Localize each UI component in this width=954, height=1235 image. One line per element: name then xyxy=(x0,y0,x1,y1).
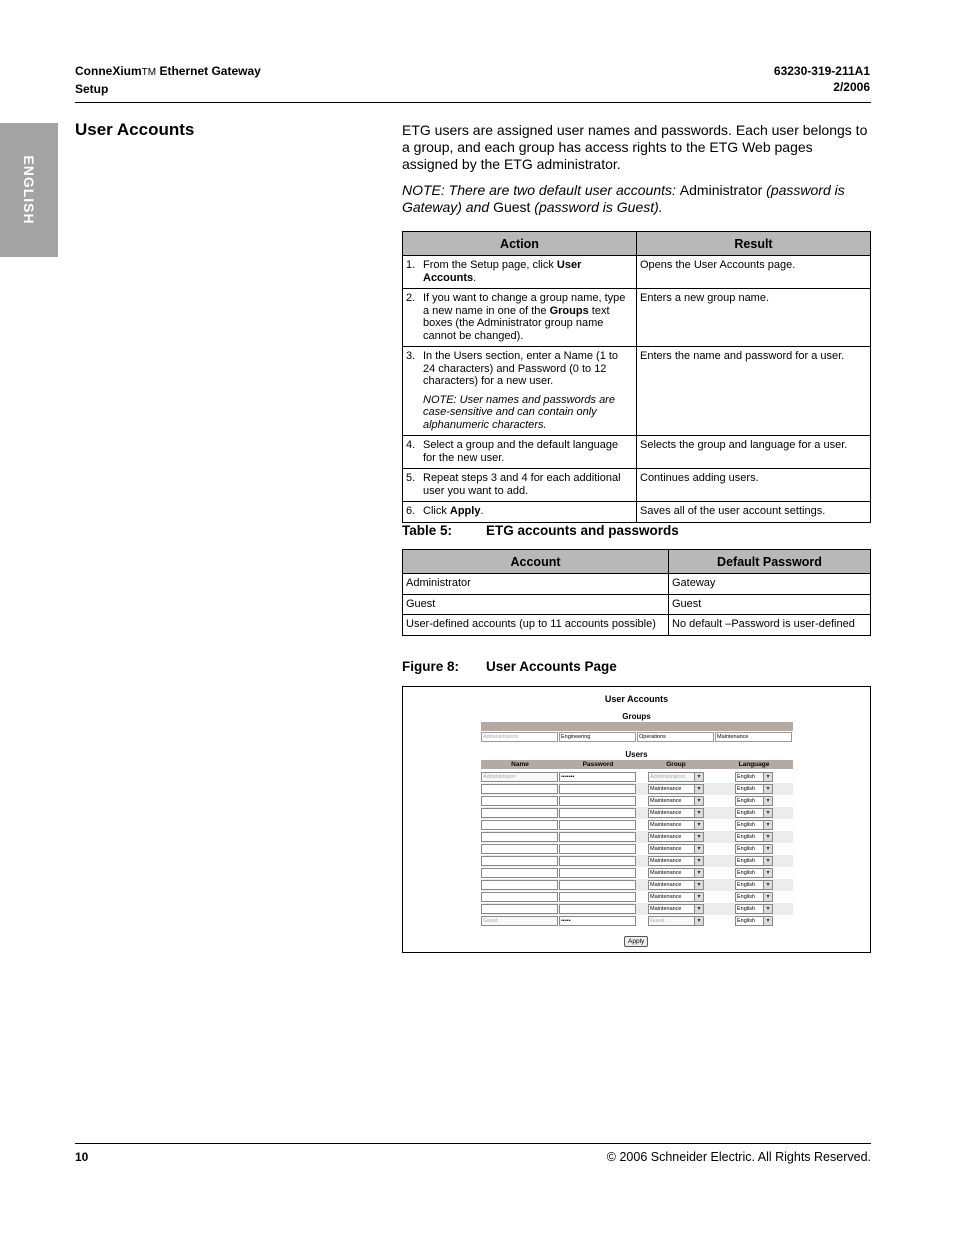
step-action-text xyxy=(423,472,633,497)
user-group-select[interactable]: Maintenance ▾ xyxy=(648,904,704,914)
groups-title: Groups xyxy=(622,712,651,721)
user-group-select[interactable]: Maintenance ▾ xyxy=(648,796,704,806)
user-language-select[interactable]: English ▾ xyxy=(735,880,773,890)
section-title: User Accounts xyxy=(75,120,195,139)
table5-label: Table 5: xyxy=(402,523,453,538)
user-group-select[interactable]: Maintenance ▾ xyxy=(648,880,704,890)
user-name-input[interactable] xyxy=(481,868,558,878)
user-password-input[interactable] xyxy=(559,784,636,794)
user-password-input[interactable] xyxy=(559,892,636,902)
user-row xyxy=(481,771,793,783)
user-language-select[interactable]: English ▾ xyxy=(735,856,773,866)
step-action-post: text boxes (the Administrator group name cannot be changed). xyxy=(423,304,610,342)
users-rows xyxy=(481,771,793,927)
step-action-text xyxy=(423,350,633,431)
step-action-bold: Groups xyxy=(549,304,589,317)
step-action-pre: From the Setup page, click xyxy=(423,259,557,271)
account-row xyxy=(403,594,871,615)
step-number: 2. xyxy=(406,292,416,304)
user-password-input[interactable]: ••••• xyxy=(559,916,636,926)
user-row xyxy=(481,867,793,879)
user-group-select: Guest ▾ xyxy=(648,916,704,926)
note-prefix: NOTE: There are two default user accounts: xyxy=(402,182,680,198)
step-action-bold: Apply xyxy=(449,505,481,517)
user-group-select[interactable]: Maintenance ▾ xyxy=(648,868,704,878)
step-action-pre: Click xyxy=(423,505,450,517)
groups-row xyxy=(481,732,793,742)
user-language-select[interactable]: English ▾ xyxy=(735,832,773,842)
step-action-cell xyxy=(403,289,637,347)
user-group-select[interactable]: Maintenance ▾ xyxy=(648,820,704,830)
account-row xyxy=(403,574,871,595)
accounts-table xyxy=(402,549,871,636)
user-group-select[interactable]: Maintenance ▾ xyxy=(648,856,704,866)
step-result-cell: Selects the group and language for a user. xyxy=(637,436,871,469)
step-row xyxy=(403,436,871,469)
user-row xyxy=(481,879,793,891)
user-row xyxy=(481,891,793,903)
figure-page-title: User Accounts xyxy=(604,694,669,704)
user-group-select[interactable]: Maintenance ▾ xyxy=(648,784,704,794)
table5-caption xyxy=(402,523,679,538)
step-row xyxy=(403,289,871,347)
group-field-maintenance[interactable]: Maintenance xyxy=(715,732,792,742)
user-name-input[interactable] xyxy=(481,808,558,818)
note-mid: (password is Gateway) and xyxy=(402,182,845,215)
step-action-note: NOTE: User names and passwords are case-sensitive and can contain only alphanumeric characters. xyxy=(423,393,615,431)
step-action-cell xyxy=(403,256,637,289)
side-tab-label: ENGLISH xyxy=(21,155,37,225)
user-row xyxy=(481,807,793,819)
user-row xyxy=(481,831,793,843)
users-col-language: Language xyxy=(738,761,770,768)
steps-header-action: Action xyxy=(403,232,637,256)
step-action-pre: Repeat steps 3 and 4 for each additional user you want to add. xyxy=(423,472,621,497)
step-row xyxy=(403,502,871,523)
doc-date: 2/2006 xyxy=(833,80,870,94)
step-action-text xyxy=(423,292,633,342)
step-action-pre: In the Users section, enter a Name (1 to 24 characters) and Password (0 to 12 characters) for a new user. xyxy=(423,350,619,387)
users-col-name: Name xyxy=(511,761,529,768)
header-right xyxy=(774,63,870,95)
steps-table xyxy=(402,231,871,523)
figure8-label: Figure 8: xyxy=(402,659,460,674)
user-name-input[interactable] xyxy=(481,892,558,902)
user-group-select[interactable]: Maintenance ▾ xyxy=(648,892,704,902)
note-acct1: Administrator xyxy=(679,182,763,198)
user-group-select: Administrators ▾ xyxy=(648,772,704,782)
user-password-input[interactable] xyxy=(559,856,636,866)
header-left xyxy=(75,63,261,97)
user-language-select[interactable]: English ▾ xyxy=(735,808,773,818)
user-row xyxy=(481,795,793,807)
copyright: © 2006 Schneider Electric. All Rights Reserved. xyxy=(606,1150,871,1164)
note-suffix: (password is Guest). xyxy=(530,199,663,215)
table5-title: ETG accounts and passwords xyxy=(486,523,679,538)
step-result-cell: Enters a new group name. xyxy=(637,289,871,347)
user-name-input[interactable] xyxy=(481,880,558,890)
user-name-input[interactable] xyxy=(481,844,558,854)
user-password-input[interactable] xyxy=(559,808,636,818)
user-password-input[interactable]: ••••••• xyxy=(559,772,636,782)
figure8-caption xyxy=(402,659,617,674)
account-password-cell: Guest xyxy=(669,594,871,615)
user-row xyxy=(481,855,793,867)
user-name-input[interactable] xyxy=(481,856,558,866)
step-action-bold: User Accounts xyxy=(423,259,582,284)
step-action-cell xyxy=(403,347,637,436)
step-action-text xyxy=(423,259,633,284)
doc-number: 63230-319-211A1 xyxy=(773,64,870,78)
user-name-input: Administrator xyxy=(481,772,558,782)
user-name-input: Guest xyxy=(481,916,558,926)
step-action-cell xyxy=(403,502,637,523)
account-password-cell: Gateway xyxy=(669,574,871,595)
product-name: ConneXium xyxy=(75,64,142,78)
user-password-input[interactable] xyxy=(559,844,636,854)
step-action-post: . xyxy=(473,271,477,284)
header-section: Setup xyxy=(75,82,109,96)
step-row xyxy=(403,347,871,436)
step-row xyxy=(403,469,871,502)
user-name-input[interactable] xyxy=(481,796,558,806)
user-row xyxy=(481,843,793,855)
user-language-select[interactable]: English ▾ xyxy=(735,904,773,914)
step-action-post: . xyxy=(480,505,484,517)
users-col-password: Password xyxy=(582,761,614,768)
header-rule xyxy=(75,102,871,103)
account-name-cell: User-defined accounts (up to 11 accounts possible) xyxy=(403,615,669,636)
account-row xyxy=(403,615,871,636)
note-acct2: Guest xyxy=(493,199,531,215)
group-field-administrators: Administrators xyxy=(481,732,558,742)
user-group-select[interactable]: Maintenance ▾ xyxy=(648,808,704,818)
step-number: 1. xyxy=(406,259,416,271)
step-number: 5. xyxy=(406,472,416,484)
user-language-select[interactable]: English ▾ xyxy=(735,796,773,806)
user-group-select[interactable]: Maintenance ▾ xyxy=(648,844,704,854)
user-row xyxy=(481,819,793,831)
user-password-input[interactable] xyxy=(559,880,636,890)
user-row xyxy=(481,903,793,915)
user-language-select[interactable]: English ▾ xyxy=(735,916,773,926)
user-password-input[interactable] xyxy=(559,820,636,830)
default-accounts-note xyxy=(402,182,872,216)
user-language-select[interactable]: English ▾ xyxy=(735,868,773,878)
group-field-operations[interactable]: Operations xyxy=(637,732,714,742)
user-name-input[interactable] xyxy=(481,820,558,830)
step-result-cell: Opens the User Accounts page. xyxy=(637,256,871,289)
step-row xyxy=(403,256,871,289)
user-name-input[interactable] xyxy=(481,784,558,794)
step-number: 6. xyxy=(406,505,416,517)
user-accounts-figure xyxy=(402,686,871,953)
apply-button[interactable]: Apply xyxy=(624,936,648,947)
user-row xyxy=(481,783,793,795)
user-password-input[interactable] xyxy=(559,796,636,806)
step-action-cell xyxy=(403,436,637,469)
language-side-tab xyxy=(0,123,58,257)
intro-paragraph: ETG users are assigned user names and passwords. Each user belongs to a group, and each group has access rights to the ETG Web pages assigned by the ETG administrator. xyxy=(402,122,868,172)
accounts-header-password: Default Password xyxy=(669,550,871,574)
step-action-text xyxy=(423,439,633,464)
account-password-cell: No default –Password is user-defined xyxy=(669,615,871,636)
user-row xyxy=(481,915,793,927)
users-header xyxy=(481,760,793,769)
footer-rule xyxy=(75,1143,871,1144)
user-group-select[interactable]: Maintenance ▾ xyxy=(648,832,704,842)
product-name-rest: Ethernet Gateway xyxy=(156,64,261,78)
trademark: TM xyxy=(141,67,157,78)
step-action-cell xyxy=(403,469,637,502)
user-name-input[interactable] xyxy=(481,904,558,914)
step-result-cell: Enters the name and password for a user. xyxy=(637,347,871,436)
user-password-input[interactable] xyxy=(559,832,636,842)
steps-header-result: Result xyxy=(637,232,871,256)
page-number: 10 xyxy=(75,1150,89,1164)
step-number: 4. xyxy=(406,439,416,451)
step-result-cell: Saves all of the user account settings. xyxy=(637,502,871,523)
figure8-title: User Accounts Page xyxy=(486,659,617,674)
accounts-header-account: Account xyxy=(403,550,669,574)
user-language-select[interactable]: English ▾ xyxy=(735,844,773,854)
user-password-input[interactable] xyxy=(559,868,636,878)
groups-bar xyxy=(481,722,793,731)
step-action-pre: If you want to change a group name, type a new name in one of the xyxy=(423,292,626,317)
step-number: 3. xyxy=(406,350,416,362)
user-language-select[interactable]: English ▾ xyxy=(735,820,773,830)
step-action-text xyxy=(423,505,633,518)
step-result-cell: Continues adding users. xyxy=(637,469,871,502)
account-name-cell: Administrator xyxy=(403,574,669,595)
account-name-cell: Guest xyxy=(403,594,669,615)
step-action-pre: Select a group and the default language for the new user. xyxy=(423,439,619,464)
user-name-input[interactable] xyxy=(481,832,558,842)
users-title: Users xyxy=(625,750,648,759)
user-language-select[interactable]: English ▾ xyxy=(735,784,773,794)
users-col-group: Group xyxy=(666,761,686,768)
user-language-select[interactable]: English ▾ xyxy=(735,892,773,902)
group-field-engineering[interactable]: Engineering xyxy=(559,732,636,742)
user-password-input[interactable] xyxy=(559,904,636,914)
user-language-select[interactable]: English ▾ xyxy=(735,772,773,782)
